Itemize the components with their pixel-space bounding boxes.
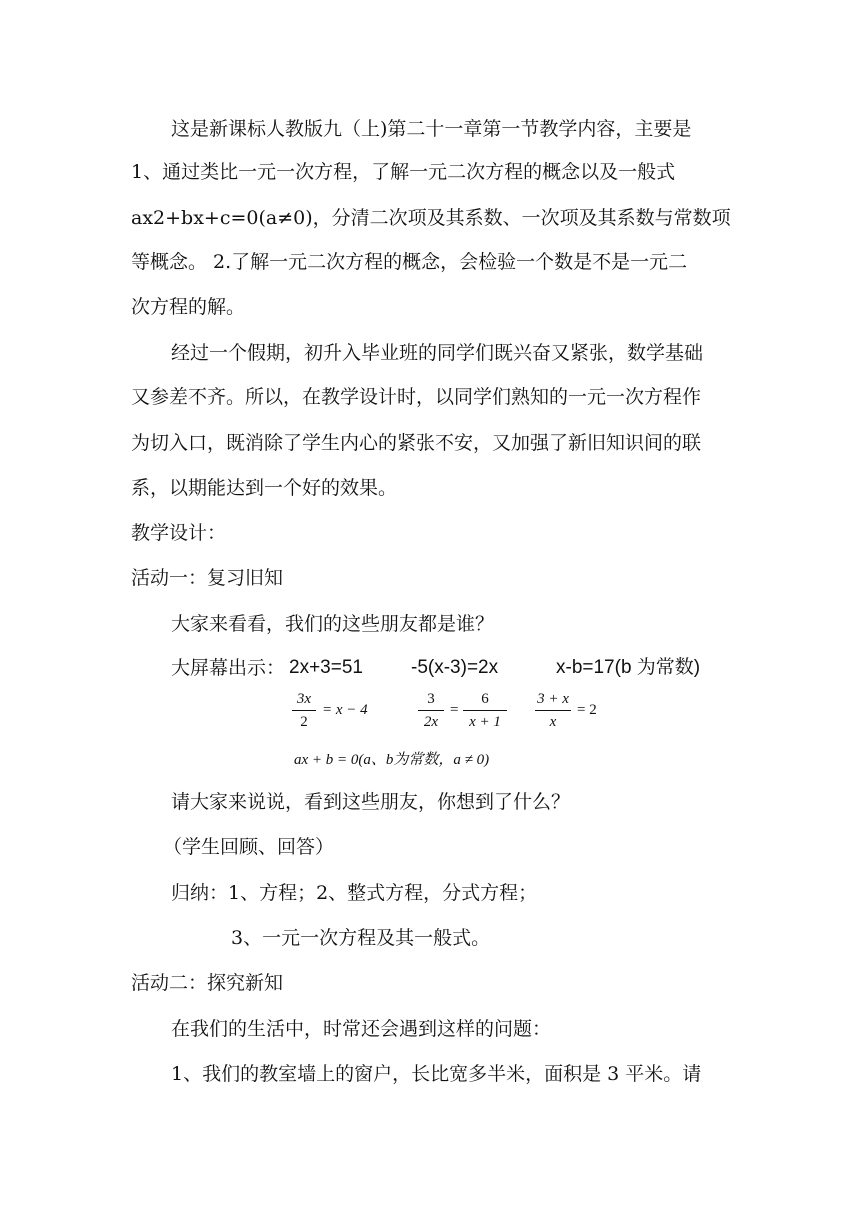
fraction-2-left-numerator: 3 [427,691,435,707]
fraction-2-right-numerator: 6 [481,691,489,707]
equation-2: -5(x-3)=2x [411,657,499,678]
intro-line-4: 等概念。 2.了解一元二次方程的概念，会检验一个数是不是一元二 [131,251,688,273]
activity2-heading: 活动二：探究新知 [131,972,284,994]
activity2-intro: 在我们的生活中，时常还会遇到这样的问题： [171,1018,552,1040]
intro-line-2: 1、通过类比一元一次方程，了解一元二次方程的概念以及一般式 [131,161,676,183]
activity1-summary-1: 归纳：1、方程；2、整式方程，分式方程； [171,882,538,904]
activity2-problem-1: 1、我们的教室墙上的窗户，长比宽多半米，面积是 3 平米。请 [171,1063,702,1085]
activity1-question: 大家来看看，我们的这些朋友都是谁？ [171,613,495,635]
intro-line-3: ax2+bx+c=0(a≠0)，分清二次项及其系数、一次项及其系数与常数项 [131,207,731,229]
general-form: ax + b = 0(a、b为常数，a ≠ 0) [294,752,490,768]
intro-line-5: 次方程的解。 [131,296,246,318]
fraction-1-rhs: = x − 4 [322,702,368,718]
fraction-3-numerator: 3 + x [537,691,569,707]
equation-3: x-b=17(b 为常数) [556,657,701,678]
fraction-1-numerator: 3x [296,691,312,707]
fraction-2-left-denominator: 2x [423,714,439,730]
fraction-1-denominator: 2 [300,714,308,730]
analysis-line-2: 又参差不齐。所以，在教学设计时，以同学们熟知的一元一次方程作 [131,386,702,408]
analysis-line-3: 为切入口，既消除了学生内心的紧张不安，又加强了新旧知识间的联 [131,432,702,454]
equation-1: 2x+3=51 [289,657,363,678]
analysis-line-1: 经过一个假期，初升入毕业班的同学们既兴奋又紧张，数学基础 [171,342,704,364]
analysis-line-4: 系，以期能达到一个好的效果。 [131,477,398,499]
fraction-3-denominator: x [549,714,557,730]
activity1-response: （学生回顾、回答） [163,836,335,858]
intro-line-1: 这是新课标人教版九（上)第二十一章第一节教学内容，主要是 [171,118,692,140]
screen-label: 大屏幕出示： [171,657,286,679]
fraction-3-rhs: = 2 [577,702,597,718]
fraction-2-equals: = [450,702,459,718]
activity1-heading: 活动一：复习旧知 [131,567,284,589]
design-heading: 教学设计： [131,522,227,544]
activity1-prompt: 请大家来说说，看到这些朋友，你想到了什么？ [171,791,571,813]
fraction-2-right-denominator: x + 1 [469,714,501,730]
activity1-summary-2: 3、一元一次方程及其一般式。 [231,927,491,949]
